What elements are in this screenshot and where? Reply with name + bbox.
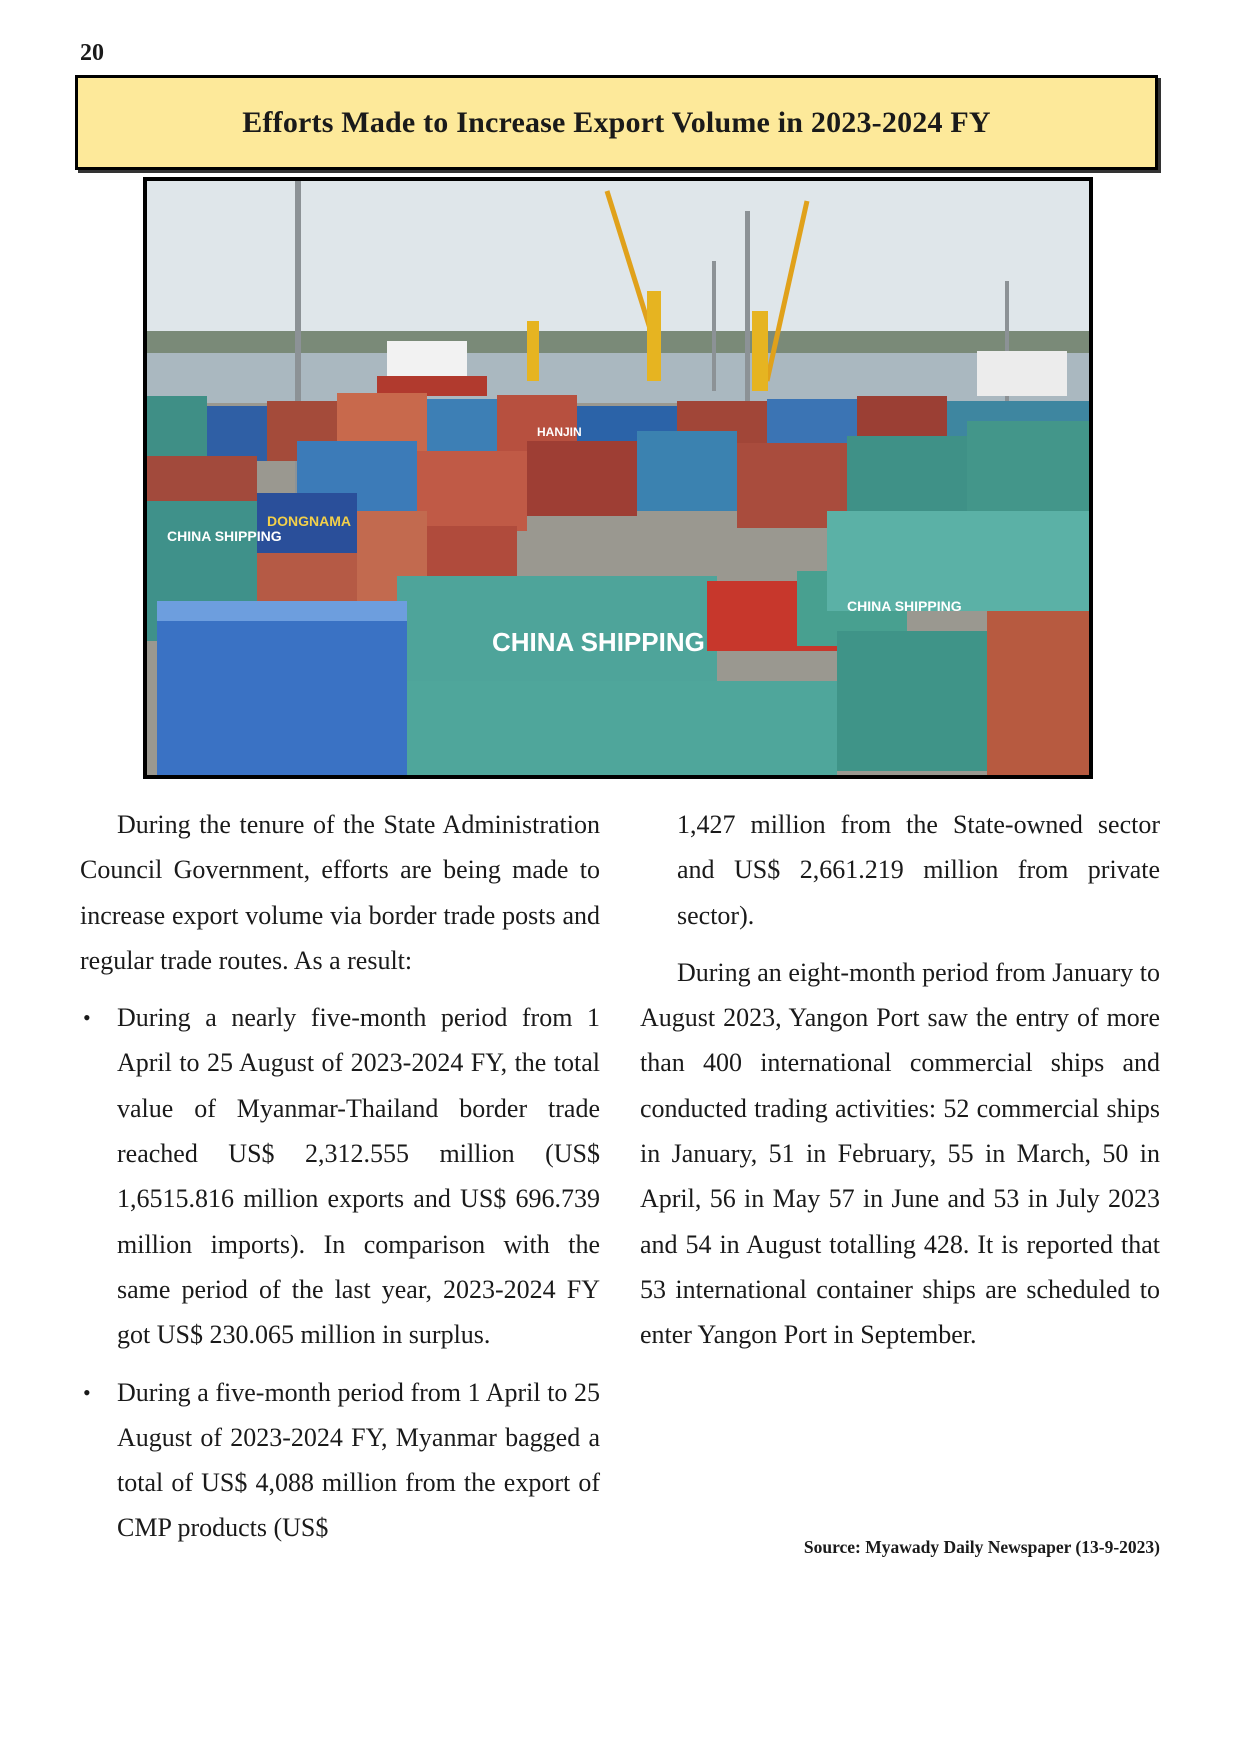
list-item [80,995,600,1357]
continued-bullet-text: 1,427 million from the State-owned sector and US$ 2,661.219 million from private sector). [677,810,1160,930]
page-number: 20 [80,40,104,66]
bullet-icon: • [83,1005,91,1031]
right-column [640,802,1160,1358]
title-banner [75,75,1158,170]
container-label: DONGNAMA [267,513,351,529]
container-label: CHINA SHIPPING [167,528,282,544]
left-column [80,802,600,1563]
source-citation: Source: Myawady Daily Newspaper (13-9-2023) [803,1537,1160,1557]
port-photo [143,177,1093,779]
container-label: CHINA SHIPPING [492,627,705,657]
bullet-text: During a nearly five-month period from 1 April to 25 August of 2023-2024 FY, the total value of Myanmar-Thailand border trade reached US$ 2,312.555 million (US$ 1,6515.816 million exports and US$ 696.739 million imports). In comparison with the same period of the last year, 2023-2024 FY got US$ 230.065 million in surplus. [117,1003,600,1350]
yangon-port-paragraph: During an eight-month period from January to August 2023, Yangon Port saw the entry of more than 400 international commercial ships and conducted trading activities: 52 commercial ships in January, 51 in February, 55 in March, 50 in April, 56 in May 57 in June and 53 in July 2023 and 54 in August totalling 428. It is reported that 53 international container ships are scheduled to enter Yangon Port in September. [640,957,1160,1350]
bullet-icon: • [83,1379,91,1405]
list-item [80,1370,600,1551]
container-label: HANJIN [537,425,582,439]
bullet-list [80,995,600,1551]
container-label: CHINA SHIPPING [847,598,962,614]
bullet-text: During a five-month period from 1 April to 25 August of 2023-2024 FY, Myanmar bagged a total of US$ 4,088 million from the export of CMP products (US$ [117,1377,600,1543]
page-title: Efforts Made to Increase Export Volume in 2023-2024 FY [242,105,991,139]
container-port-image [147,181,1089,775]
intro-paragraph: During the tenure of the State Administration Council Government, efforts are being made to increase export volume via border trade posts and regular trade routes. As a result: [80,810,600,975]
